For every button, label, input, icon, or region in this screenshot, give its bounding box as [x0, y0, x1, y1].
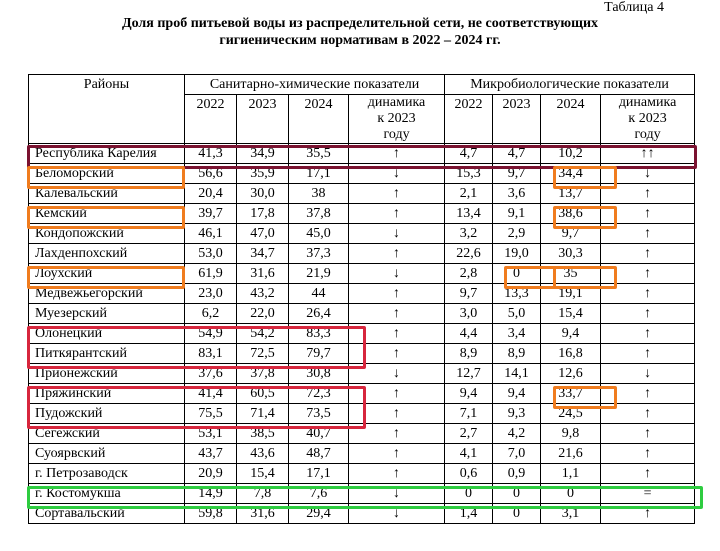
micro-2022: 12,7: [445, 364, 493, 384]
sanitary-2024: 83,3: [289, 324, 349, 344]
header-micro-2024: 2024: [541, 95, 601, 144]
district-name: Лахденпохский: [29, 244, 185, 264]
sanitary-2024: 17,1: [289, 464, 349, 484]
micro-dynamics: ↑: [601, 444, 695, 464]
micro-2024: 34,4: [541, 164, 601, 184]
sanitary-2022: 39,7: [185, 204, 237, 224]
header-micro: Микробиологические показатели: [445, 75, 695, 95]
district-name: Суоярвский: [29, 444, 185, 464]
table-row: [29, 224, 695, 244]
sanitary-2024: 30,8: [289, 364, 349, 384]
sanitary-2023: 17,8: [237, 204, 289, 224]
district-name: Беломорский: [29, 164, 185, 184]
sanitary-dynamics: ↑: [349, 144, 445, 164]
sanitary-2023: 31,6: [237, 264, 289, 284]
table-row: [29, 404, 695, 424]
district-name: г. Костомукша: [29, 484, 185, 504]
sanitary-2022: 43,7: [185, 444, 237, 464]
sanitary-2022: 41,3: [185, 144, 237, 164]
sanitary-2022: 6,2: [185, 304, 237, 324]
sanitary-2024: 29,4: [289, 504, 349, 524]
micro-2022: 2,7: [445, 424, 493, 444]
district-name: Лоухский: [29, 264, 185, 284]
micro-2023: 0: [493, 504, 541, 524]
sanitary-2022: 61,9: [185, 264, 237, 284]
sanitary-2022: 83,1: [185, 344, 237, 364]
micro-2022: 7,1: [445, 404, 493, 424]
table-row: [29, 364, 695, 384]
sanitary-2022: 75,5: [185, 404, 237, 424]
district-name: Кемский: [29, 204, 185, 224]
micro-dynamics: ↑: [601, 504, 695, 524]
micro-dynamics: ↑: [601, 424, 695, 444]
micro-2022: 2,1: [445, 184, 493, 204]
micro-2024: 10,2: [541, 144, 601, 164]
table-row: [29, 244, 695, 264]
sanitary-2022: 54,9: [185, 324, 237, 344]
sanitary-dynamics: ↑: [349, 404, 445, 424]
micro-dynamics: ↑: [601, 244, 695, 264]
sanitary-2024: 73,5: [289, 404, 349, 424]
table-row: [29, 464, 695, 484]
sanitary-2024: 7,6: [289, 484, 349, 504]
sanitary-2023: 38,5: [237, 424, 289, 444]
sanitary-dynamics: ↑: [349, 204, 445, 224]
sanitary-2022: 46,1: [185, 224, 237, 244]
micro-dynamics: ↑: [601, 464, 695, 484]
sanitary-2024: 38: [289, 184, 349, 204]
table-row: [29, 324, 695, 344]
sanitary-2023: 43,2: [237, 284, 289, 304]
header-sanitary-dynamics: динамика к 2023 году: [349, 95, 445, 144]
table-row: [29, 384, 695, 404]
micro-2023: 3,6: [493, 184, 541, 204]
table-row: [29, 264, 695, 284]
micro-2022: 3,2: [445, 224, 493, 244]
sanitary-2022: 37,6: [185, 364, 237, 384]
sanitary-2023: 72,5: [237, 344, 289, 364]
district-name: Калевальский: [29, 184, 185, 204]
header-sanitary-2024: 2024: [289, 95, 349, 144]
sanitary-2024: 35,5: [289, 144, 349, 164]
micro-dynamics: ↑: [601, 224, 695, 244]
title-line-1: Доля проб питьевой воды из распределительной сети, не соответствующих: [121, 16, 599, 31]
micro-2024: 38,6: [541, 204, 601, 224]
micro-2023: 9,1: [493, 204, 541, 224]
micro-2023: 9,3: [493, 404, 541, 424]
micro-2024: 9,4: [541, 324, 601, 344]
micro-2022: 15,3: [445, 164, 493, 184]
district-name: Республика Карелия: [29, 144, 185, 164]
sanitary-2023: 30,0: [237, 184, 289, 204]
micro-2024: 13,7: [541, 184, 601, 204]
sanitary-2023: 35,9: [237, 164, 289, 184]
sanitary-dynamics: ↓: [349, 264, 445, 284]
micro-2024: 0: [541, 484, 601, 504]
sanitary-dynamics: ↑: [349, 444, 445, 464]
sanitary-2023: 22,0: [237, 304, 289, 324]
table-row: [29, 304, 695, 324]
sanitary-2022: 20,4: [185, 184, 237, 204]
micro-2023: 19,0: [493, 244, 541, 264]
micro-2024: 3,1: [541, 504, 601, 524]
sanitary-2022: 56,6: [185, 164, 237, 184]
sanitary-2022: 20,9: [185, 464, 237, 484]
micro-2023: 0: [493, 484, 541, 504]
micro-2023: 5,0: [493, 304, 541, 324]
sanitary-2024: 72,3: [289, 384, 349, 404]
micro-dynamics: ↓: [601, 164, 695, 184]
micro-2023: 4,2: [493, 424, 541, 444]
sanitary-2024: 21,9: [289, 264, 349, 284]
header-sanitary: Санитарно-химические показатели: [185, 75, 445, 95]
table-row: [29, 144, 695, 164]
micro-2022: 1,4: [445, 504, 493, 524]
sanitary-2023: 71,4: [237, 404, 289, 424]
sanitary-2023: 37,8: [237, 364, 289, 384]
micro-dynamics: ↑: [601, 304, 695, 324]
micro-2023: 3,4: [493, 324, 541, 344]
micro-2024: 33,7: [541, 384, 601, 404]
water-quality-table: [28, 74, 695, 524]
sanitary-2023: 54,2: [237, 324, 289, 344]
micro-2023: 13,3: [493, 284, 541, 304]
sanitary-2024: 45,0: [289, 224, 349, 244]
sanitary-2023: 31,6: [237, 504, 289, 524]
table-row: [29, 204, 695, 224]
sanitary-2024: 79,7: [289, 344, 349, 364]
sanitary-dynamics: ↑: [349, 344, 445, 364]
micro-dynamics: ↑: [601, 184, 695, 204]
micro-2023: 8,9: [493, 344, 541, 364]
sanitary-dynamics: ↓: [349, 164, 445, 184]
micro-2022: 4,1: [445, 444, 493, 464]
micro-2022: 4,7: [445, 144, 493, 164]
sanitary-2023: 7,8: [237, 484, 289, 504]
sanitary-2022: 23,0: [185, 284, 237, 304]
micro-dynamics: ↑: [601, 204, 695, 224]
table-body: [29, 144, 695, 524]
table-row: [29, 164, 695, 184]
sanitary-2024: 26,4: [289, 304, 349, 324]
sanitary-2024: 48,7: [289, 444, 349, 464]
sanitary-2022: 14,9: [185, 484, 237, 504]
micro-2024: 9,7: [541, 224, 601, 244]
sanitary-dynamics: ↑: [349, 284, 445, 304]
sanitary-dynamics: ↑: [349, 304, 445, 324]
sanitary-2023: 47,0: [237, 224, 289, 244]
sanitary-dynamics: ↓: [349, 364, 445, 384]
micro-2022: 9,7: [445, 284, 493, 304]
sanitary-2024: 17,1: [289, 164, 349, 184]
micro-2024: 12,6: [541, 364, 601, 384]
district-name: Сегежский: [29, 424, 185, 444]
micro-dynamics: ↑: [601, 264, 695, 284]
header-districts: Районы: [29, 75, 185, 144]
sanitary-2023: 15,4: [237, 464, 289, 484]
table-row: [29, 444, 695, 464]
district-name: Сортавальский: [29, 504, 185, 524]
header-micro-2022: 2022: [445, 95, 493, 144]
sanitary-2024: 37,3: [289, 244, 349, 264]
micro-dynamics: ↓: [601, 364, 695, 384]
sanitary-dynamics: ↑: [349, 324, 445, 344]
table-row: [29, 504, 695, 524]
header-sanitary-2023: 2023: [237, 95, 289, 144]
district-name: Кондопожский: [29, 224, 185, 244]
micro-2023: 9,4: [493, 384, 541, 404]
micro-2022: 0,6: [445, 464, 493, 484]
table-row: [29, 344, 695, 364]
table-row: [29, 284, 695, 304]
micro-2023: 14,1: [493, 364, 541, 384]
micro-2022: 22,6: [445, 244, 493, 264]
micro-2022: 3,0: [445, 304, 493, 324]
sanitary-dynamics: ↓: [349, 224, 445, 244]
micro-dynamics: ↑↑: [601, 144, 695, 164]
micro-2022: 8,9: [445, 344, 493, 364]
micro-2024: 9,8: [541, 424, 601, 444]
header-sanitary-2022: 2022: [185, 95, 237, 144]
table-row: [29, 424, 695, 444]
micro-2024: 16,8: [541, 344, 601, 364]
sanitary-2022: 59,8: [185, 504, 237, 524]
sanitary-2023: 43,6: [237, 444, 289, 464]
micro-2024: 15,4: [541, 304, 601, 324]
district-name: Медвежьегорский: [29, 284, 185, 304]
sanitary-dynamics: ↓: [349, 484, 445, 504]
sanitary-dynamics: ↑: [349, 424, 445, 444]
district-name: Пудожский: [29, 404, 185, 424]
table-row: [29, 484, 695, 504]
sanitary-2022: 53,0: [185, 244, 237, 264]
micro-2023: 0: [493, 264, 541, 284]
micro-2023: 4,7: [493, 144, 541, 164]
micro-2022: 2,8: [445, 264, 493, 284]
sanitary-2022: 41,4: [185, 384, 237, 404]
micro-2024: 30,3: [541, 244, 601, 264]
micro-2024: 19,1: [541, 284, 601, 304]
sanitary-dynamics: ↑: [349, 184, 445, 204]
sanitary-2023: 34,9: [237, 144, 289, 164]
micro-2022: 9,4: [445, 384, 493, 404]
micro-2024: 1,1: [541, 464, 601, 484]
micro-2023: 0,9: [493, 464, 541, 484]
sanitary-dynamics: ↓: [349, 504, 445, 524]
district-name: Олонецкий: [29, 324, 185, 344]
header-micro-2023: 2023: [493, 95, 541, 144]
sanitary-dynamics: ↑: [349, 464, 445, 484]
micro-2022: 13,4: [445, 204, 493, 224]
district-name: г. Петрозаводск: [29, 464, 185, 484]
micro-2023: 7,0: [493, 444, 541, 464]
micro-dynamics: ↑: [601, 404, 695, 424]
micro-dynamics: =: [601, 484, 695, 504]
district-name: Прионежский: [29, 364, 185, 384]
sanitary-2024: 44: [289, 284, 349, 304]
sanitary-dynamics: ↑: [349, 384, 445, 404]
micro-2022: 0: [445, 484, 493, 504]
micro-2022: 4,4: [445, 324, 493, 344]
sanitary-dynamics: ↑: [349, 244, 445, 264]
title-line-2: гигиеническим нормативам в 2022 – 2024 гг.: [219, 33, 501, 48]
micro-2024: 21,6: [541, 444, 601, 464]
district-name: Питкярантский: [29, 344, 185, 364]
district-name: Пряжинский: [29, 384, 185, 404]
district-name: Муезерский: [29, 304, 185, 324]
header-micro-dynamics: динамика к 2023 году: [601, 95, 695, 144]
table-label: Таблица 4: [604, 0, 664, 15]
sanitary-2024: 40,7: [289, 424, 349, 444]
table-row: [29, 184, 695, 204]
micro-dynamics: ↑: [601, 384, 695, 404]
micro-dynamics: ↑: [601, 344, 695, 364]
micro-2024: 35: [541, 264, 601, 284]
micro-dynamics: ↑: [601, 324, 695, 344]
table-title: [0, 15, 720, 49]
sanitary-2023: 34,7: [237, 244, 289, 264]
micro-2023: 9,7: [493, 164, 541, 184]
micro-dynamics: ↑: [601, 284, 695, 304]
sanitary-2023: 60,5: [237, 384, 289, 404]
micro-2023: 2,9: [493, 224, 541, 244]
sanitary-2022: 53,1: [185, 424, 237, 444]
sanitary-2024: 37,8: [289, 204, 349, 224]
micro-2024: 24,5: [541, 404, 601, 424]
